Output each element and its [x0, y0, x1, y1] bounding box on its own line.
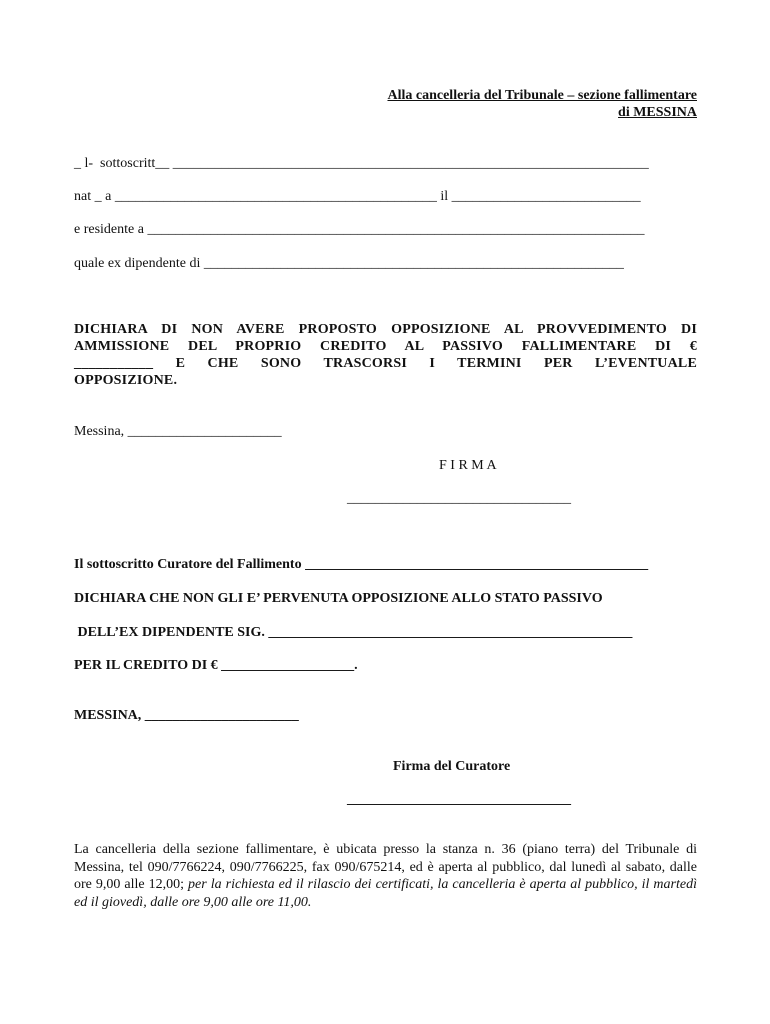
note-normal-text: La cancelleria della sezione fallimentare, è ubicata presso la stanza n. 36 (piano terra) del Tribunale di Messina, tel 090/7766224, 090/7766225, fax 090/675214, ed è aperta al pubblico, dal lunedì al sabato, dalle ore 9,00 alle 12,00;: [74, 842, 697, 892]
curatore-dipendente: DELL’EX DIPENDENTE SIG. ____________________________________________________: [74, 625, 633, 640]
field-nato: nat _ a ______________________________________________ il ___________________________: [74, 189, 641, 204]
field-sottoscritto: _ l- sottoscritt__ ____________________________________________________________________: [74, 156, 649, 171]
curatore-firma-label: Firma del Curatore: [393, 759, 511, 774]
curatore-signature-line: ________________________________: [347, 792, 571, 807]
field-ex-dipendente: quale ex dipendente di ____________________________________________________________: [74, 256, 624, 271]
recipient-line-1: Alla cancelleria del Tribunale – sezione fallimentare: [387, 88, 697, 103]
declaration-block: [74, 321, 697, 389]
curatore-place-date: MESSINA, ______________________: [74, 708, 299, 723]
curatore-declaration: DICHIARA CHE NON GLI E’ PERVENUTA OPPOSIZIONE ALLO STATO PASSIVO: [74, 591, 603, 606]
recipient-line-2: di MESSINA: [618, 105, 697, 120]
note-italic-text: per la richiesta ed il rilascio dei certificati, la cancelleria è aperta al pubblico, il martedì ed il giovedì, dalle ore 9,00 alle ore 11,00.: [74, 877, 697, 910]
declaration-line: DICHIARA DI NON AVERE PROPOSTO OPPOSIZIONE AL PROVVEDIMENTO DI: [74, 322, 697, 337]
curatore-credito: PER IL CREDITO DI € ___________________.: [74, 658, 358, 673]
declaration-line: AMMISSIONE DEL PROPRIO CREDITO AL PASSIVO FALLIMENTARE DI €: [74, 339, 697, 354]
firma-label: F I R M A: [439, 458, 497, 473]
declaration-line: OPPOSIZIONE.: [74, 373, 178, 388]
curatore-line: Il sottoscritto Curatore del Fallimento _________________________________________________: [74, 557, 649, 572]
field-residente: e residente a _______________________________________________________________________: [74, 222, 645, 237]
place-date: Messina, ______________________: [74, 424, 282, 439]
firma-signature-line: ________________________________: [347, 491, 571, 506]
declaration-line: ___________ E CHE SONO TRASCORSI I TERMINI PER L’EVENTUALE: [74, 356, 697, 371]
cancelleria-note: [74, 841, 697, 911]
